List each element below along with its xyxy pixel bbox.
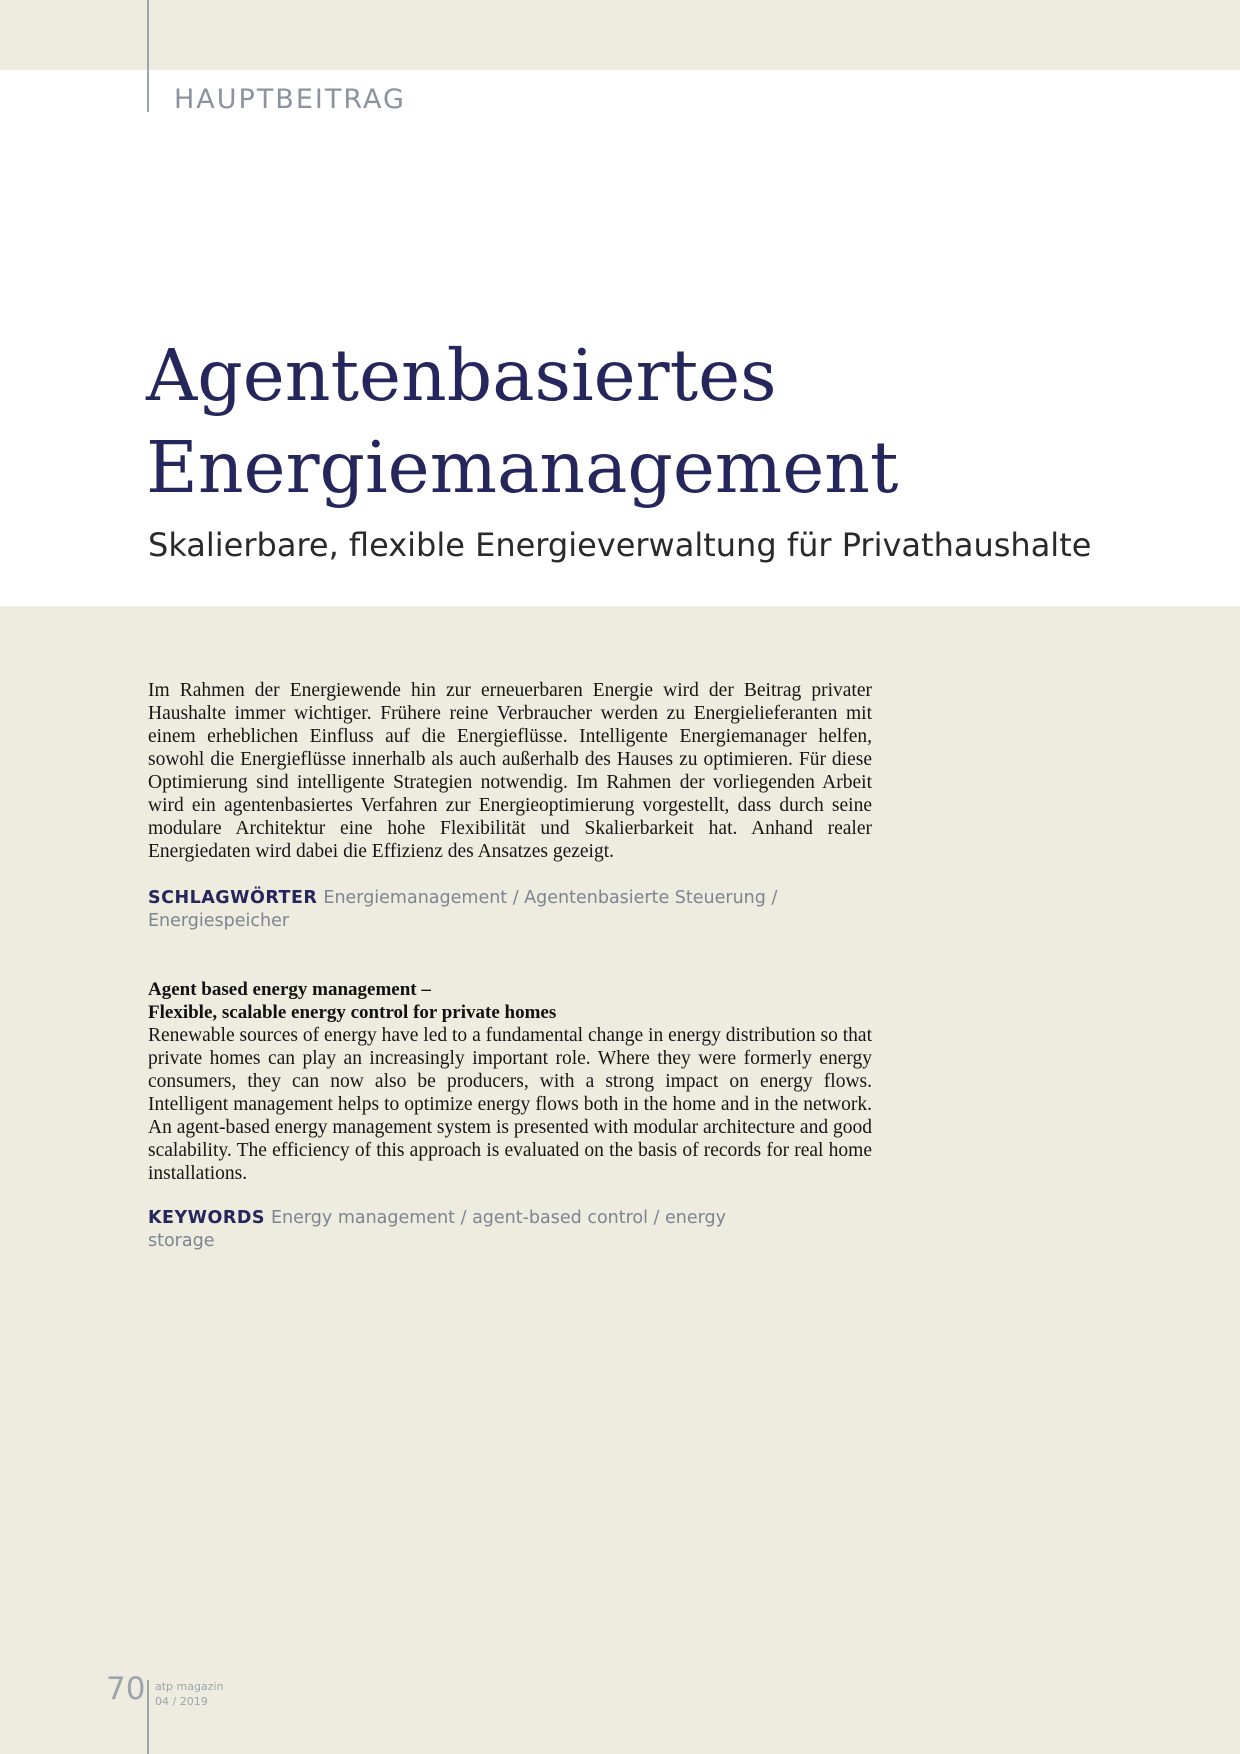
article-title-line-2: Energiemanagement: [146, 426, 899, 509]
abstract-english-heading: [148, 978, 872, 1024]
header-vertical-rule: [147, 0, 149, 112]
keywords-english-label: KEYWORDS: [148, 1208, 265, 1228]
magazine-issue: 04 / 2019: [155, 1695, 208, 1708]
abstract-english-heading-line-2: Flexible, scalable energy control for private homes: [148, 1002, 557, 1023]
abstract-german: Im Rahmen der Energiewende hin zur erneuerbaren Energie wird der Beitrag privater Haushalte immer wichtiger. Frühere reine Verbraucher werden zu Energielieferanten mit einem erheblichen Einfluss auf die Energieflüsse. Intelligente Energiemanager helfen, sowohl die Energieflüsse innerhalb als auch außerhalb des Hauses zu optimieren. Für diese Optimierung sind intelligente Strategien notwendig. Im Rahmen der vorliegenden Arbeit wird ein agentenbasiertes Verfahren zur Energieoptimierung vorgestellt, dass durch seine modulare Architektur eine hohe Flexibilität und Skalierbarkeit hat. Anhand realer Energiedaten wird dabei die Effizienz des Ansatzes gezeigt.: [148, 680, 872, 862]
article-title: [146, 330, 898, 514]
keywords-english: [148, 1207, 788, 1253]
magazine-info: [155, 1679, 224, 1709]
section-label: HAUPTBEITRAG: [174, 84, 406, 115]
footer-vertical-rule: [147, 1680, 149, 1754]
top-band: [0, 0, 1240, 70]
article-title-line-1: Agentenbasiertes: [146, 334, 777, 417]
keywords-german: [148, 887, 788, 933]
keywords-german-list: Energiemanagement / Agentenbasierte Steuerung / Energiespeicher: [148, 888, 778, 931]
abstract-english-heading-line-1: Agent based energy management –: [148, 979, 431, 1000]
magazine-name: atp magazin: [155, 1680, 224, 1693]
keywords-english-list: Energy management / agent-based control / energy storage: [148, 1208, 726, 1251]
page-number: 70: [106, 1671, 146, 1707]
abstract-english: Renewable sources of energy have led to a fundamental change in energy distribution so that private homes can play an increasingly important role. Where they were formerly energy consumers, they can now also be producers, with a strong impact on energy flows. Intelligent management helps to optimize energy flows both in the home and in the network. An agent-based energy management system is presented with modular architecture and good scalability. The efficiency of this approach is evaluated on the basis of records for real home installations.: [148, 1025, 872, 1184]
article-subtitle: Skalierbare, flexible Energieverwaltung für Privathaushalte: [148, 526, 1092, 564]
keywords-german-label: SCHLAGWÖRTER: [148, 888, 318, 908]
